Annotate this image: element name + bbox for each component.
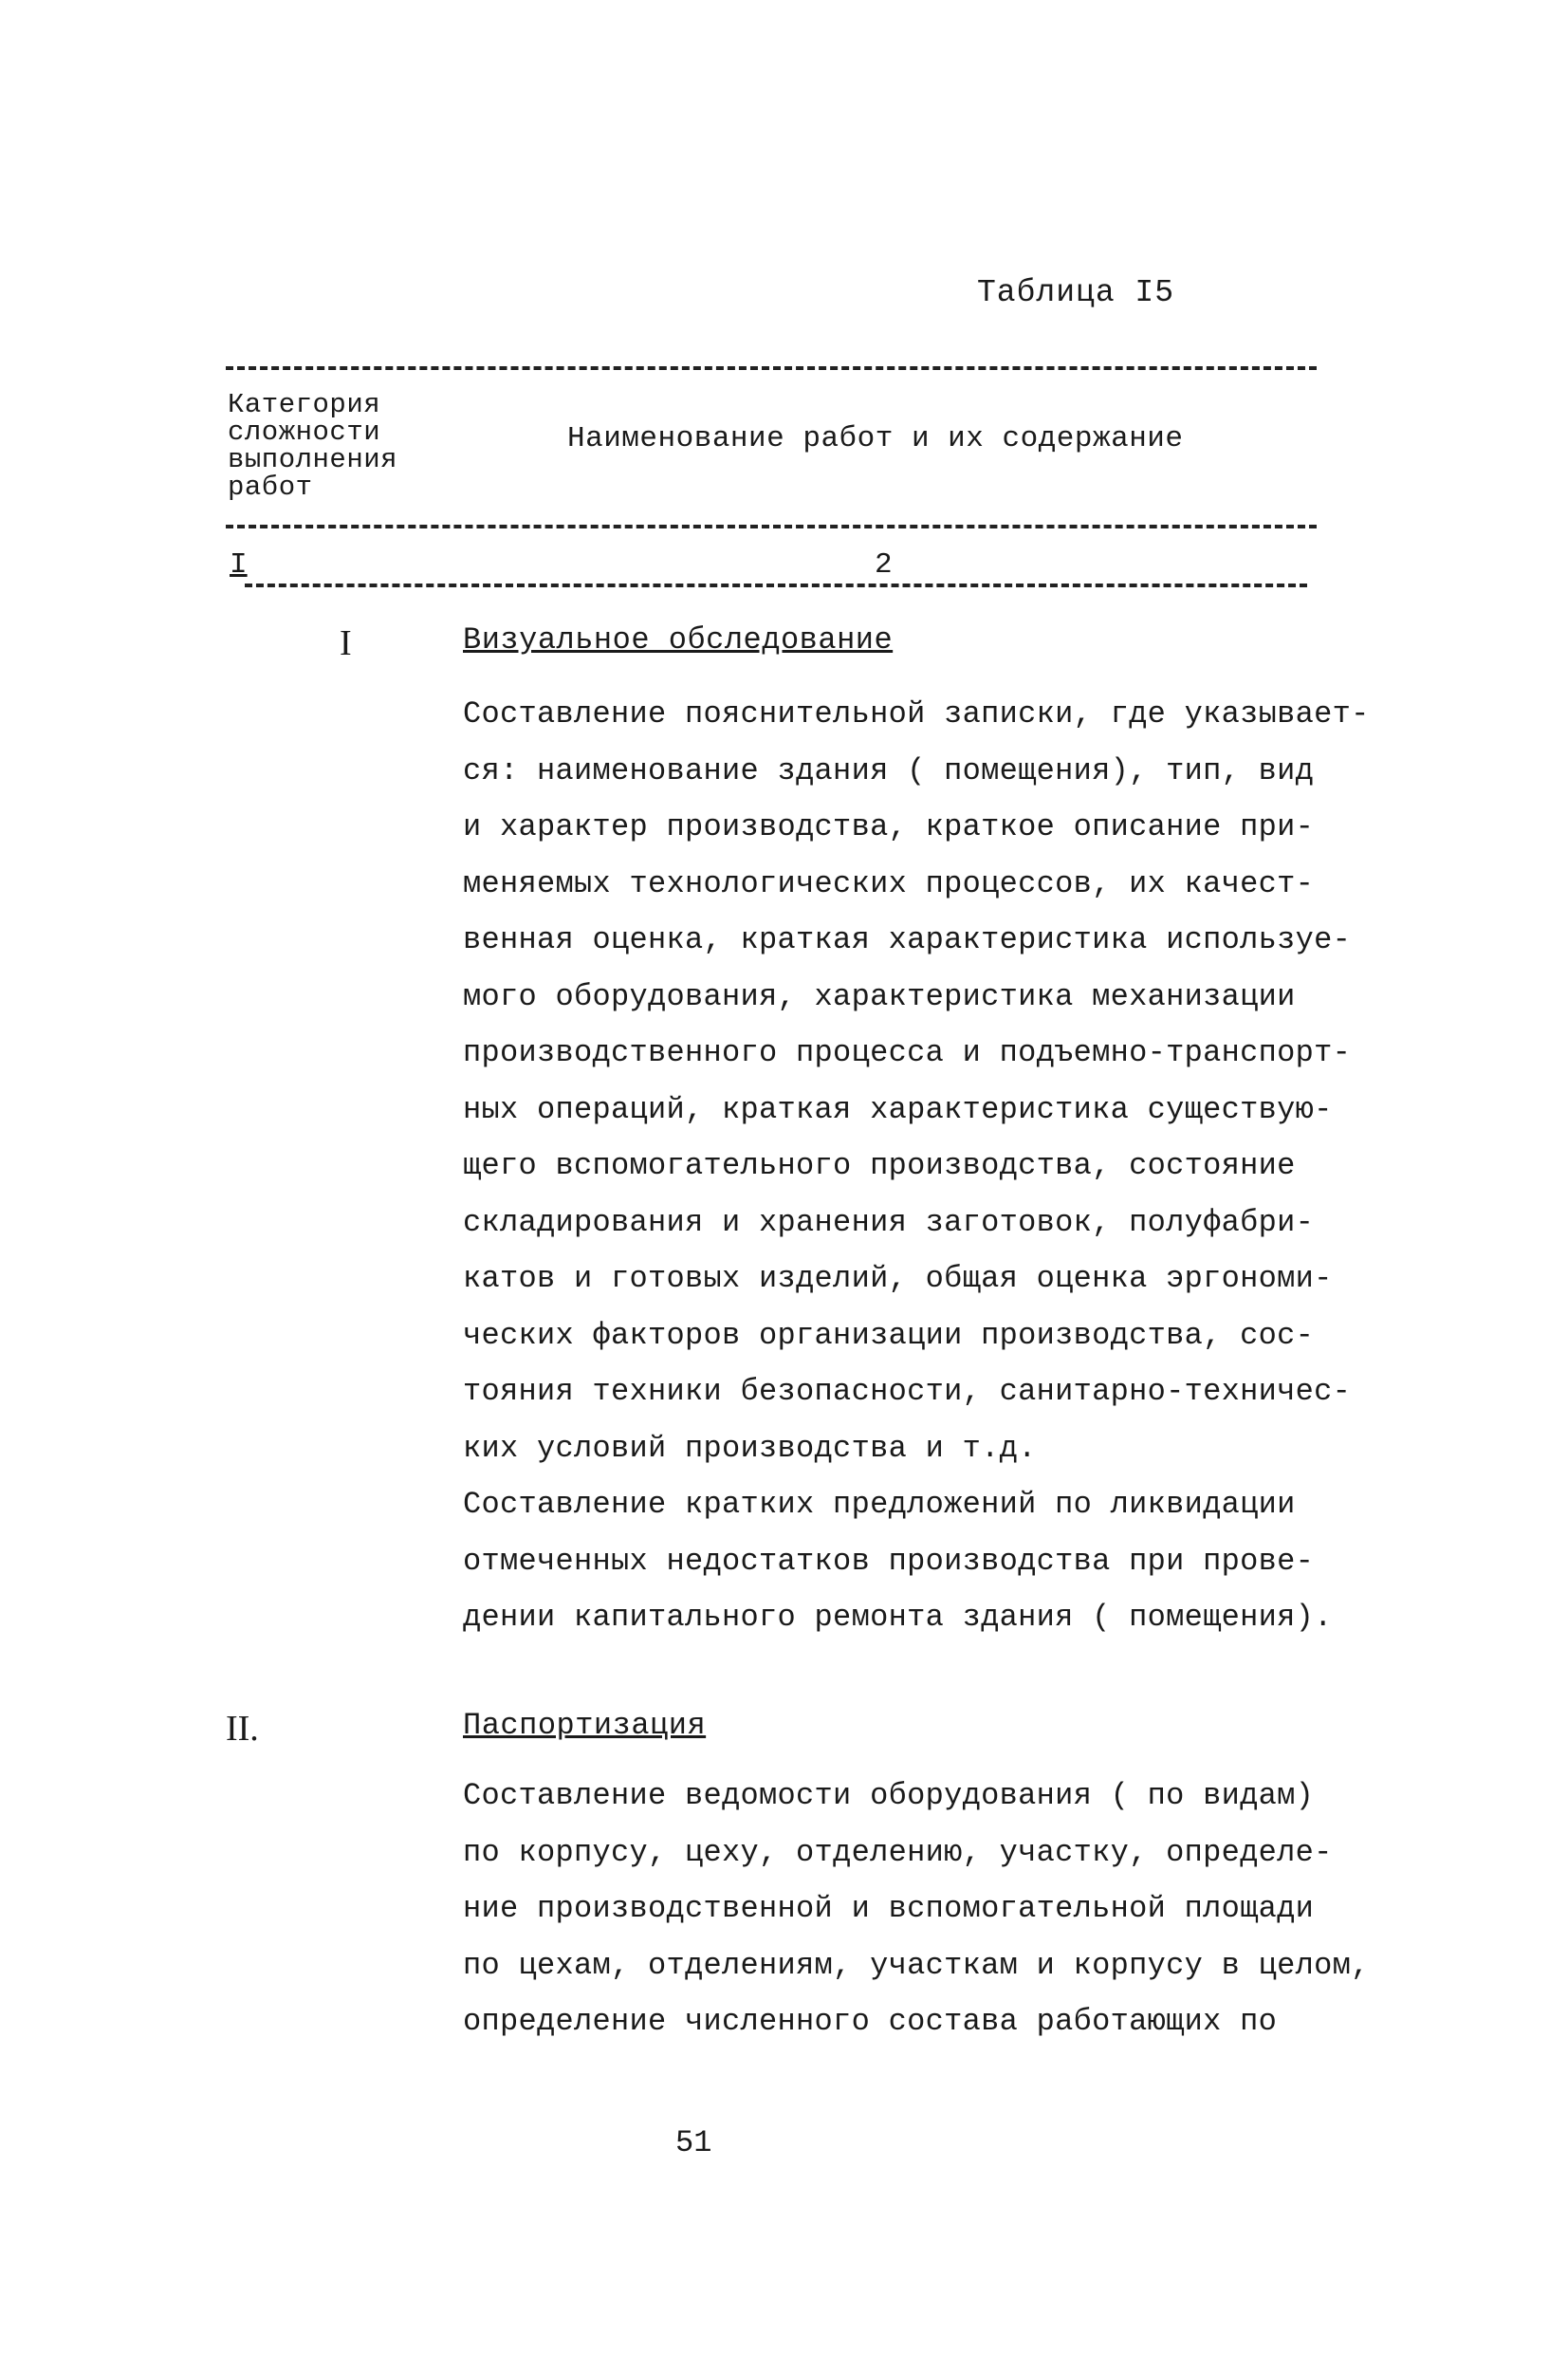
body-line: тояния техники безопасности, санитарно-техничес-: [463, 1374, 1352, 1409]
body-line: отмеченных недостатков производства при прове-: [463, 1543, 1315, 1579]
header-name-column: Наименование работ и их содержание: [567, 422, 1184, 455]
section-title: Визуальное обследование: [463, 622, 894, 658]
body-line: венная оценка, краткая характеристика используе-: [463, 922, 1352, 957]
header-bottom-rule: [226, 525, 1317, 528]
header-category-line: сложности: [228, 417, 381, 448]
body-line: Составление пояснительной записки, где указывает-: [463, 696, 1370, 732]
column-number-1: I: [226, 548, 251, 582]
body-line: катов и готовых изделий, общая оценка эргономи-: [463, 1261, 1333, 1296]
table-title: Таблица I5: [977, 275, 1175, 310]
section-number: II.: [226, 1709, 259, 1749]
section-number: I: [340, 623, 352, 663]
body-line: ние производственной и вспомогательной площади: [463, 1891, 1315, 1926]
body-line: производственного процесса и подъемно-транспорт-: [463, 1035, 1352, 1070]
body-line: меняемых технологических процессов, их качест-: [463, 865, 1315, 901]
body-line: и характер производства, краткое описание при-: [463, 809, 1315, 844]
body-line: определение численного состава работающих по: [463, 2004, 1278, 2039]
body-line: Составление кратких предложений по ликвидации: [463, 1487, 1296, 1522]
header-category-line: выполнения: [228, 444, 398, 475]
body-line: ных операций, краткая характеристика существую-: [463, 1091, 1333, 1127]
body-line: по корпусу, цеху, отделению, участку, определе-: [463, 1834, 1333, 1870]
header-category-line: работ: [228, 472, 313, 503]
section-body: [463, 1768, 1370, 2050]
column-number-rule: [245, 584, 1307, 587]
column-number-2: 2: [871, 548, 896, 582]
page-number: 51: [675, 2125, 712, 2160]
body-line: по цехам, отделениям, участкам и корпусу в целом,: [463, 1947, 1370, 1983]
body-line: Составление ведомости оборудования ( по видам): [463, 1778, 1315, 1813]
body-line: щего вспомогательного производства, состояние: [463, 1148, 1296, 1183]
body-line: ких условий производства и т.д.: [463, 1430, 1037, 1466]
section-body: [463, 686, 1370, 1646]
body-line: дении капитального ремонта здания ( помещения).: [463, 1600, 1333, 1635]
body-line: ся: наименование здания ( помещения), тип, вид: [463, 752, 1315, 788]
header-category-line: Категория: [228, 389, 381, 420]
section-title: Паспортизация: [463, 1708, 707, 1743]
table-top-rule: [226, 366, 1317, 370]
body-line: ческих факторов организации производства, сос-: [463, 1317, 1315, 1353]
body-line: мого оборудования, характеристика механизации: [463, 978, 1296, 1014]
body-line: складирования и хранения заготовок, полуфабри-: [463, 1204, 1315, 1240]
header-category-column: [228, 391, 397, 501]
